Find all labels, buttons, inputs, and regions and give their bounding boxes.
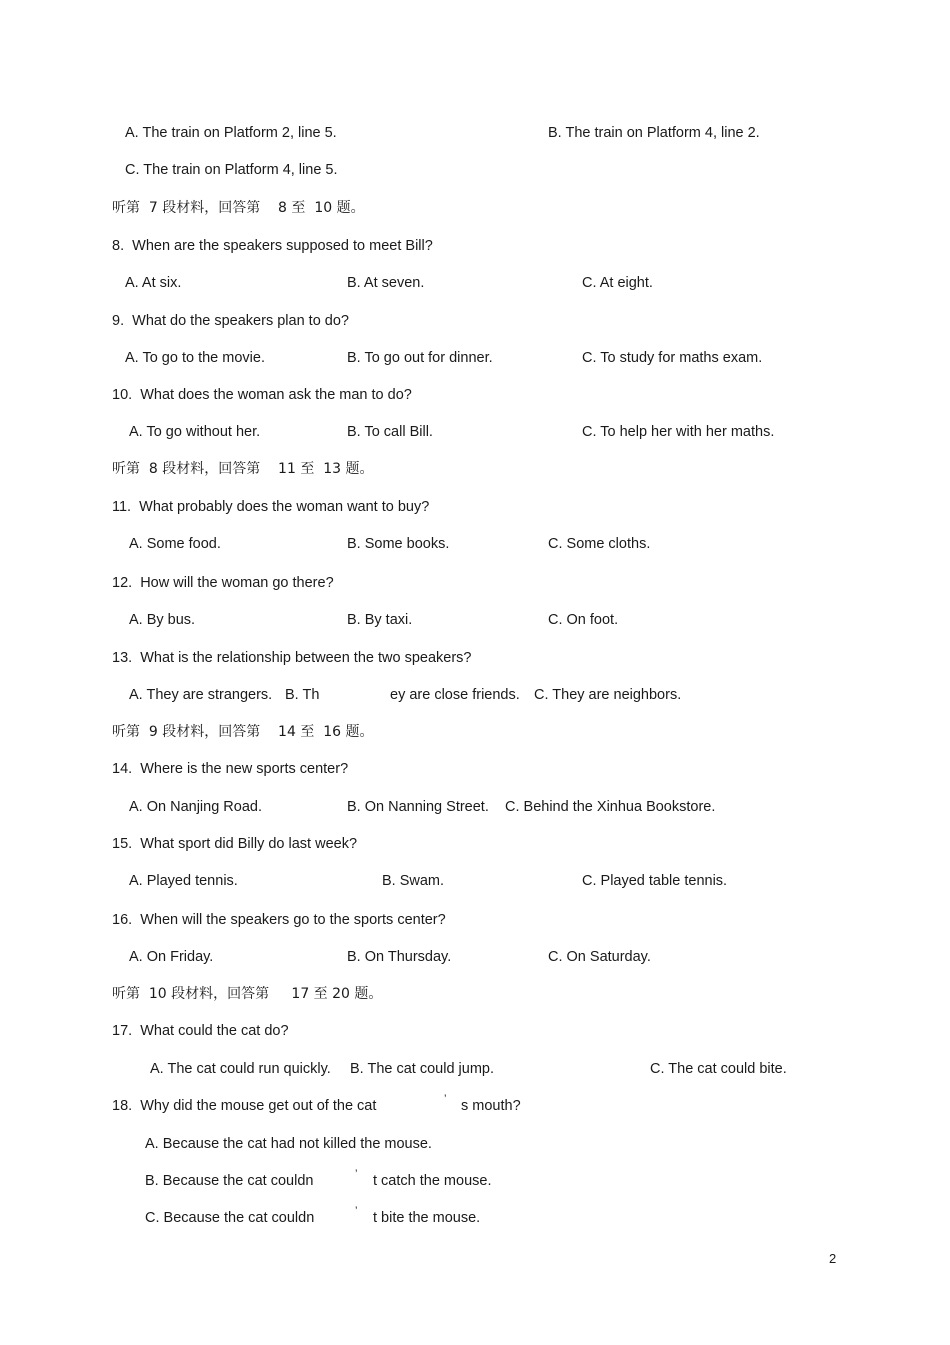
question-17: 17. What could the cat do? (112, 1023, 289, 1039)
q14-option-c: C. Behind the Xinhua Bookstore. (505, 799, 716, 815)
question-12: 12. How will the woman go there? (112, 575, 334, 591)
section-heading-8: 听第 8 段材料，回答第 11 至 13 题。 (112, 461, 374, 477)
q12-option-b: B. By taxi. (347, 612, 413, 628)
q7-option-c: C. The train on Platform 4, line 5. (125, 162, 338, 178)
question-16: 16. When will the speakers go to the sports center? (112, 912, 446, 928)
q9-option-b: B. To go out for dinner. (347, 350, 493, 366)
question-14: 14. Where is the new sports center? (112, 761, 349, 777)
q10-option-c: C. To help her with her maths. (582, 424, 775, 440)
question-18-apostrophe: ’ (444, 1093, 447, 1105)
q10-option-a: A. To go without her. (129, 424, 261, 440)
question-9: 9. What do the speakers plan to do? (112, 313, 349, 329)
q7-option-b: B. The train on Platform 4, line 2. (548, 125, 760, 141)
q18-option-c-part1: C. Because the cat couldn (145, 1210, 315, 1226)
question-10: 10. What does the woman ask the man to do? (112, 387, 412, 403)
q15-option-b: B. Swam. (382, 873, 445, 889)
q17-option-b: B. The cat could jump. (350, 1061, 495, 1077)
q15-option-c: C. Played table tennis. (582, 873, 728, 889)
q16-option-a: A. On Friday. (129, 949, 214, 965)
q14-option-a: A. On Nanjing Road. (129, 799, 262, 815)
q13-option-a: A. They are strangers. (129, 687, 273, 703)
question-11: 11. What probably does the woman want to buy? (112, 499, 430, 515)
question-8: 8. When are the speakers supposed to meet Bill? (112, 238, 433, 254)
q10-option-b: B. To call Bill. (347, 424, 433, 440)
q18-option-b-part1: B. Because the cat couldn (145, 1173, 314, 1189)
question-13: 13. What is the relationship between the two speakers? (112, 650, 472, 666)
question-18-part2: s mouth? (461, 1098, 521, 1114)
q13-option-b-part2: ey are close friends. (390, 687, 520, 703)
q16-option-b: B. On Thursday. (347, 949, 452, 965)
q18-option-b-apostrophe: ’ (355, 1168, 358, 1180)
q13-option-b-part1: B. Th (285, 687, 320, 703)
q14-option-b: B. On Nanning Street. (347, 799, 489, 815)
q8-option-a: A. At six. (125, 275, 182, 291)
question-18-part1: 18. Why did the mouse get out of the cat (112, 1098, 377, 1114)
q8-option-b: B. At seven. (347, 275, 425, 291)
q18-option-a: A. Because the cat had not killed the mouse. (145, 1136, 432, 1152)
q17-option-c: C. The cat could bite. (650, 1061, 787, 1077)
q9-option-c: C. To study for maths exam. (582, 350, 763, 366)
q8-option-c: C. At eight. (582, 275, 653, 291)
page-number: 2 (829, 1251, 837, 1266)
q17-option-a: A. The cat could run quickly. (150, 1061, 331, 1077)
q16-option-c: C. On Saturday. (548, 949, 651, 965)
q7-option-a: A. The train on Platform 2, line 5. (125, 125, 337, 141)
q18-option-b-part2: t catch the mouse. (373, 1173, 492, 1189)
section-heading-7: 听第 7 段材料，回答第 8 至 10 题。 (112, 200, 365, 216)
q11-option-a: A. Some food. (129, 536, 221, 552)
section-heading-10: 听第 10 段材料，回答第 17 至 20 题。 (112, 986, 383, 1002)
question-15: 15. What sport did Billy do last week? (112, 836, 358, 852)
q9-option-a: A. To go to the movie. (125, 350, 265, 366)
section-heading-9: 听第 9 段材料，回答第 14 至 16 题。 (112, 724, 374, 740)
q11-option-c: C. Some cloths. (548, 536, 651, 552)
q18-option-c-apostrophe: ’ (355, 1205, 358, 1217)
q12-option-c: C. On foot. (548, 612, 619, 628)
q15-option-a: A. Played tennis. (129, 873, 238, 889)
q18-option-c-part2: t bite the mouse. (373, 1210, 481, 1226)
q13-option-c: C. They are neighbors. (534, 687, 682, 703)
q12-option-a: A. By bus. (129, 612, 196, 628)
q11-option-b: B. Some books. (347, 536, 450, 552)
